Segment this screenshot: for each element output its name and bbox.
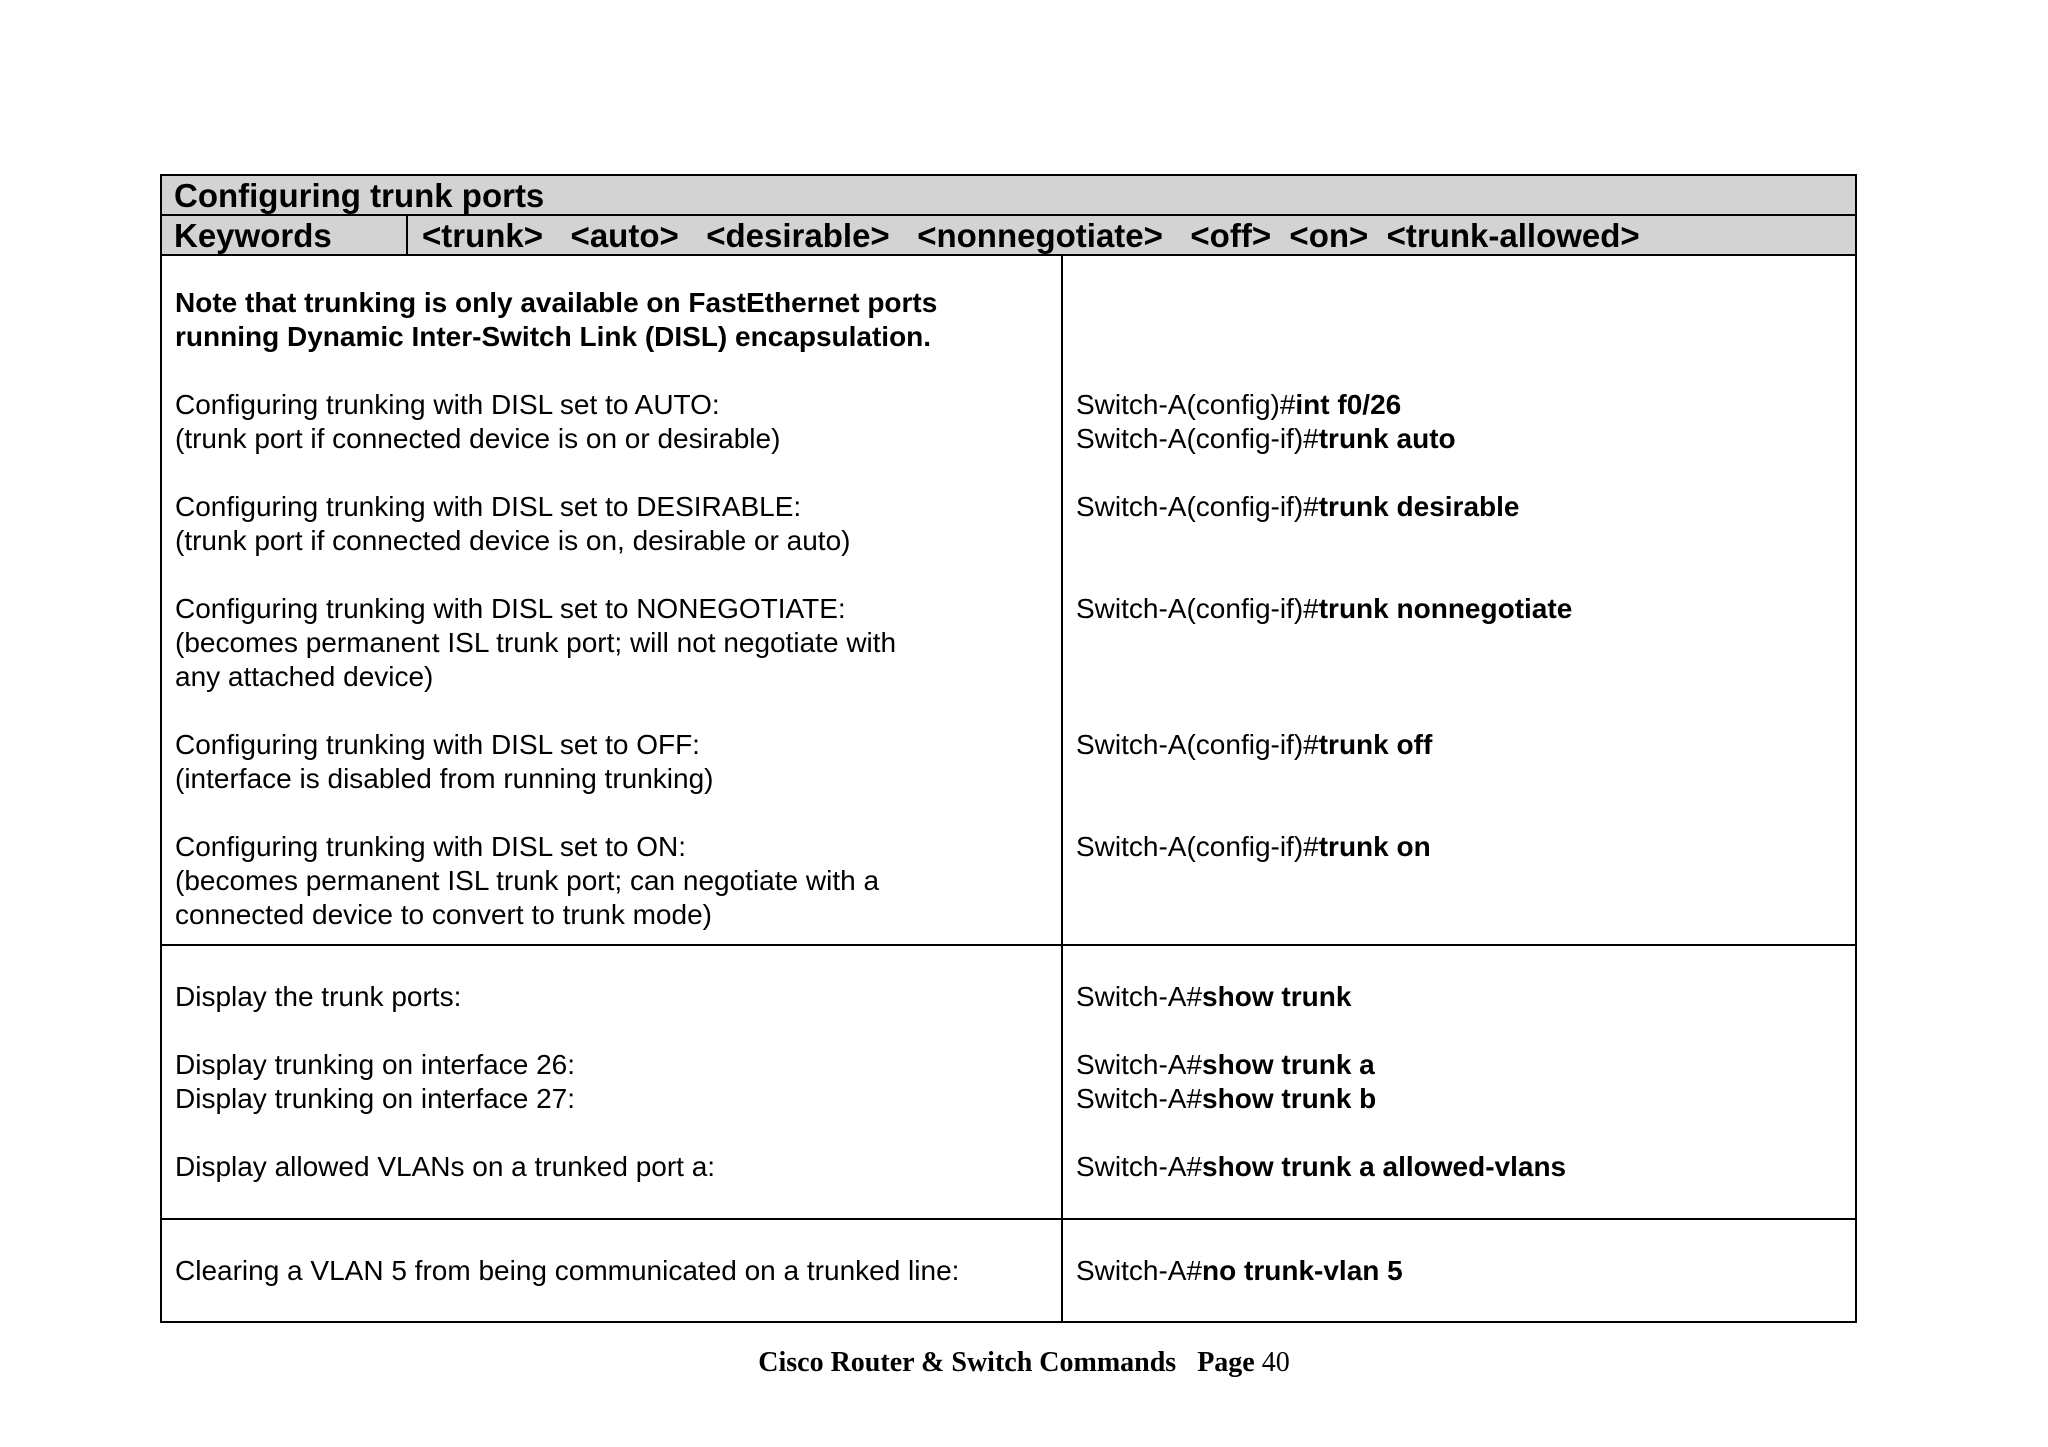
command-trunk-auto: Switch-A(config-if)#trunk auto	[1076, 423, 1456, 454]
section-display-descriptions	[162, 946, 1063, 1218]
section-clear-command	[1063, 1220, 1855, 1321]
command-table	[160, 174, 1857, 1323]
table-title: Configuring trunk ports	[162, 176, 1855, 216]
show-trunk-description: Display the trunk ports:	[175, 981, 462, 1012]
clear-vlan-description: Clearing a VLAN 5 from being communicated on a trunked line:	[175, 1255, 960, 1286]
section-display-commands	[1063, 946, 1855, 1218]
note-line: running Dynamic Inter-Switch Link (DISL) encapsulation.	[175, 321, 932, 352]
footer-page-label: Page	[1197, 1347, 1255, 1378]
section-display-trunks	[162, 946, 1855, 1220]
show-trunk-27-description: Display trunking on interface 27:	[175, 1083, 575, 1114]
desirable-description: Configuring trunking with DISL set to DESIRABLE:	[175, 491, 802, 522]
keywords-list: <trunk> <auto> <desirable> <nonnegotiate> <off> <on> <trunk-allowed>	[422, 217, 1640, 254]
page-footer	[0, 1346, 2048, 1380]
desirable-description: (trunk port if connected device is on, desirable or auto)	[175, 525, 851, 556]
footer-title: Cisco Router & Switch Commands	[758, 1347, 1177, 1378]
footer-page-number: 40	[1261, 1347, 1290, 1378]
off-description: (interface is disabled from running trunking)	[175, 763, 714, 794]
on-description: Configuring trunking with DISL set to ON:	[175, 831, 686, 862]
keywords-row	[162, 216, 1855, 256]
command-show-trunk-a: Switch-A#show trunk a	[1076, 1049, 1375, 1080]
nonnegotiate-description: (becomes permanent ISL trunk port; will not negotiate with	[175, 627, 897, 658]
on-description: connected device to convert to trunk mode)	[175, 899, 712, 930]
section-clear-description	[162, 1220, 1063, 1321]
on-description: (becomes permanent ISL trunk port; can negotiate with a	[175, 865, 880, 896]
command-trunk-desirable: Switch-A(config-if)#trunk desirable	[1076, 491, 1520, 522]
command-trunk-off: Switch-A(config-if)#trunk off	[1076, 729, 1433, 760]
section-trunk-modes	[162, 256, 1855, 946]
command-no-trunk-vlan: Switch-A#no trunk-vlan 5	[1076, 1255, 1403, 1286]
section-trunk-modes-descriptions	[162, 256, 1063, 944]
auto-description: (trunk port if connected device is on or desirable)	[175, 423, 781, 454]
section-clear-vlan	[162, 1220, 1855, 1321]
command-trunk-nonnegotiate: Switch-A(config-if)#trunk nonnegotiate	[1076, 593, 1573, 624]
show-allowed-description: Display allowed VLANs on a trunked port a:	[175, 1151, 716, 1182]
off-description: Configuring trunking with DISL set to OFF:	[175, 729, 700, 760]
auto-description: Configuring trunking with DISL set to AUTO:	[175, 389, 720, 420]
command-show-trunk: Switch-A#show trunk	[1076, 981, 1352, 1012]
show-trunk-26-description: Display trunking on interface 26:	[175, 1049, 575, 1080]
command-show-trunk-b: Switch-A#show trunk b	[1076, 1083, 1377, 1114]
section-trunk-modes-commands	[1063, 256, 1855, 944]
command-show-allowed-vlans: Switch-A#show trunk a allowed-vlans	[1076, 1151, 1567, 1182]
nonnegotiate-description: any attached device)	[175, 661, 434, 692]
nonnegotiate-description: Configuring trunking with DISL set to NONEGOTIATE:	[175, 593, 846, 624]
keywords-label: Keywords	[162, 216, 408, 254]
note-line: Note that trunking is only available on FastEthernet ports	[175, 287, 938, 318]
command-int-f0-26: Switch-A(config)#int f0/26	[1076, 389, 1402, 420]
command-trunk-on: Switch-A(config-if)#trunk on	[1076, 831, 1431, 862]
